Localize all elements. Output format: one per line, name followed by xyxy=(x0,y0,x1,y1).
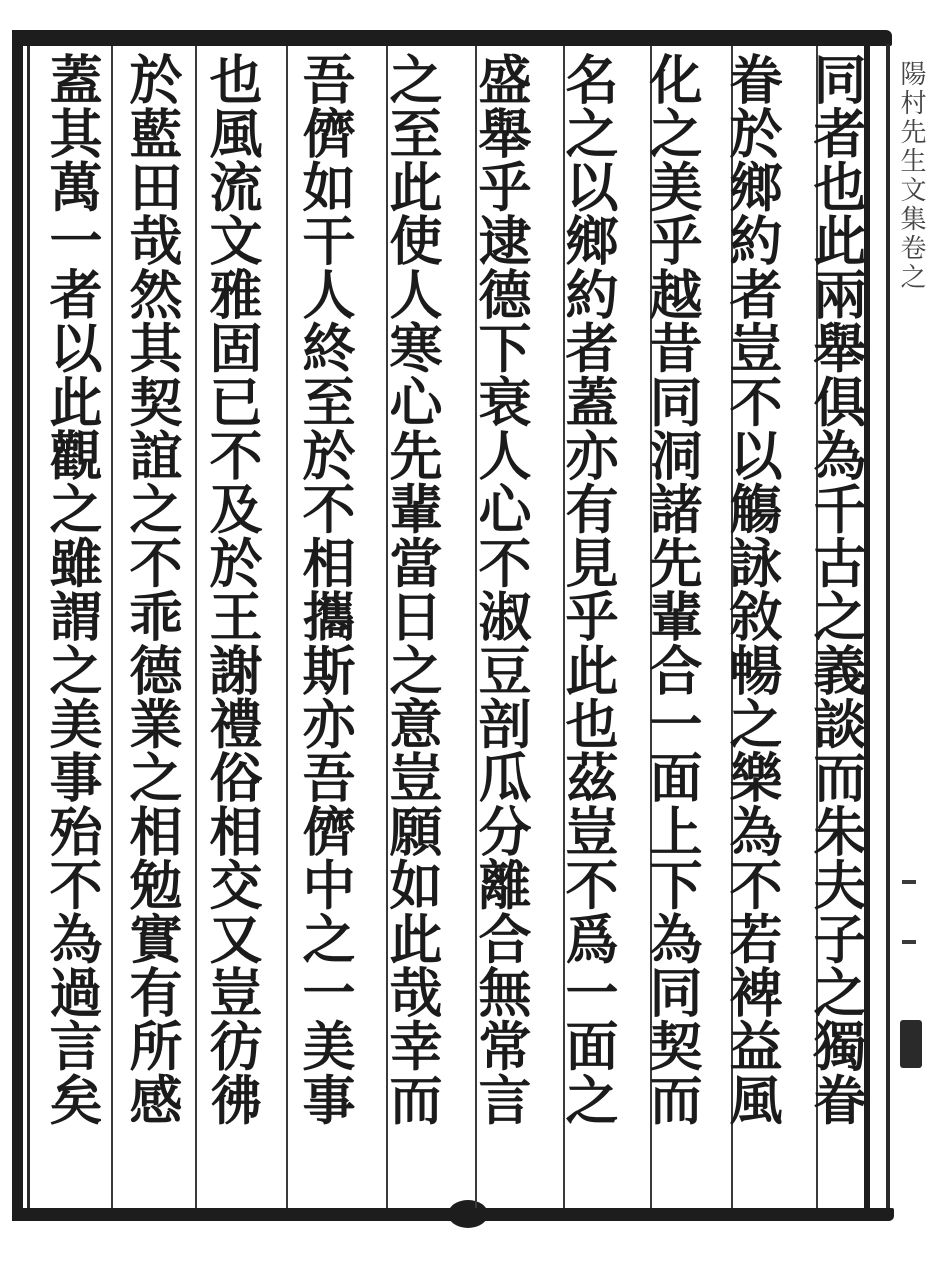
text-column-8 xyxy=(196,52,268,1202)
column-text: 蓋其萬一者以此觀之雖謂之美事殆不為過言矣 xyxy=(41,52,103,1126)
column-text: 之至此使人寒心先輩當日之意豈願如此哉幸而 xyxy=(381,52,443,1126)
fishtail-mark xyxy=(900,1020,922,1068)
text-column-2 xyxy=(716,52,788,1202)
text-column-5 xyxy=(465,52,537,1202)
column-text: 眷於鄉約者豈不以觴詠敘暢之樂為不若裨益風 xyxy=(721,52,783,1126)
text-column-4 xyxy=(552,52,624,1202)
text-column-1 xyxy=(800,52,872,1202)
text-column-7 xyxy=(289,52,361,1202)
column-text: 盛舉乎逮德下衰人心不淑豆剖瓜分離合無常言 xyxy=(470,52,532,1126)
text-column-6 xyxy=(376,52,448,1202)
column-text: 同者也此兩舉俱為千古之義談而朱夫子之獨眷 xyxy=(805,52,867,1126)
text-column-10 xyxy=(36,52,108,1202)
column-rule xyxy=(286,46,288,1208)
frame-top-border xyxy=(12,30,892,46)
column-text: 名之以鄉約者蓋亦有見乎此也茲豈不爲一面之 xyxy=(557,52,619,1126)
edge-mark xyxy=(902,880,916,884)
column-text: 化之美乎越昔同洞諸先輩合一面上下為同契而 xyxy=(641,52,703,1126)
column-rule xyxy=(111,46,113,1208)
edge-mark xyxy=(902,940,916,944)
column-text: 吾儕如干人終至於不相攜斯亦吾儕中之一美事 xyxy=(294,52,356,1126)
ink-blot xyxy=(448,1200,488,1228)
text-column-9 xyxy=(116,52,188,1202)
column-text: 於藍田哉然其契誼之不乖德業之相勉實有所感 xyxy=(121,52,183,1126)
column-text: 也風流文雅固已不及於王謝禮俗相交又豈彷彿 xyxy=(201,52,263,1126)
margin-label: 陽村先生文集卷之 xyxy=(896,60,926,292)
frame-inner-left-border xyxy=(27,46,30,1208)
text-column-3 xyxy=(636,52,708,1202)
frame-left-border xyxy=(12,30,23,1221)
frame-right-outer-border xyxy=(886,44,890,1208)
